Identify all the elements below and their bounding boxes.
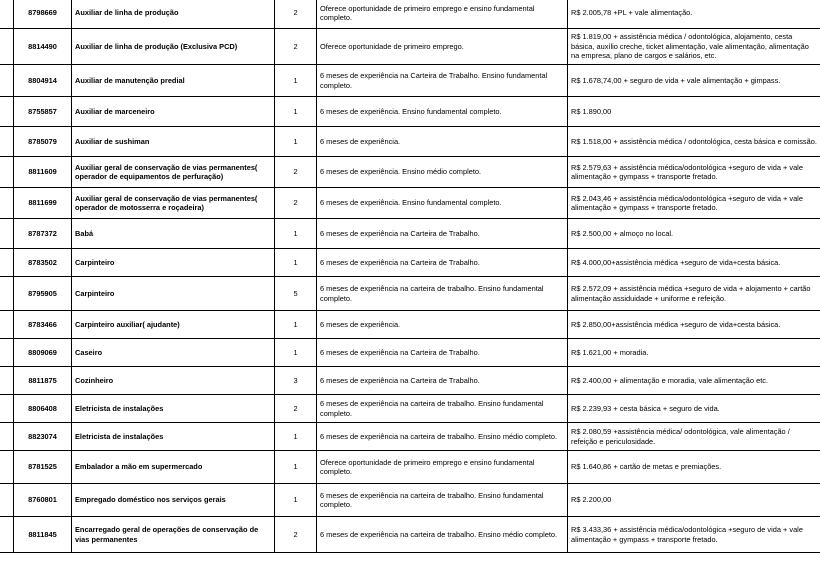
requirements-text: 6 meses de experiência na carteira de trabalho. Ensino fundamental completo. <box>317 484 568 517</box>
row-margin-cell <box>0 29 14 65</box>
requirements-text: 6 meses de experiência na carteira de trabalho. Ensino fundamental completo. <box>317 395 568 423</box>
vacancy-count: 1 <box>275 219 317 249</box>
requirements-text: 6 meses de experiência. <box>317 311 568 339</box>
table-row <box>0 484 820 517</box>
vacancy-code: 8760801 <box>14 484 72 517</box>
salary-benefits-text: R$ 1.890,00 <box>568 97 820 127</box>
vacancy-count: 2 <box>275 0 317 29</box>
vacancy-code: 8811699 <box>14 188 72 219</box>
vacancy-code: 8811609 <box>14 157 72 188</box>
job-title: Embalador a mão em supermercado <box>72 451 275 484</box>
row-margin-cell <box>0 157 14 188</box>
salary-benefits-text: R$ 2.080,59 +assistência médica/ odontológica, vale alimentação / refeição e periculosidade. <box>568 423 820 451</box>
job-title: Encarregado geral de operações de conservação de vias permanentes <box>72 517 275 553</box>
requirements-text: Oferece oportunidade de primeiro emprego e ensino fundamental completo. <box>317 0 568 29</box>
job-title: Carpinteiro auxiliar( ajudante) <box>72 311 275 339</box>
vacancy-count: 1 <box>275 423 317 451</box>
requirements-text: 6 meses de experiência na carteira de trabalho. Ensino médio completo. <box>317 517 568 553</box>
requirements-text: 6 meses de experiência na carteira de trabalho. Ensino fundamental completo. <box>317 277 568 311</box>
vacancy-code: 8811845 <box>14 517 72 553</box>
job-title: Auxiliar geral de conservação de vias permanentes( operador de motosserra e roçadeira) <box>72 188 275 219</box>
salary-benefits-text: R$ 1.819,00 + assistência médica / odontológica, alojamento, cesta básica, auxílio creche, ticket alimentação, vale alimentação, alimentação na empresa, plano de cargos e salários, etc. <box>568 29 820 65</box>
table-row <box>0 127 820 157</box>
table-row <box>0 395 820 423</box>
vacancy-count: 1 <box>275 451 317 484</box>
requirements-text: 6 meses de experiência. Ensino médio completo. <box>317 157 568 188</box>
row-margin-cell <box>0 517 14 553</box>
salary-benefits-text: R$ 4.000,00+assistência médica +seguro de vida+cesta básica. <box>568 249 820 277</box>
vacancy-code: 8823074 <box>14 423 72 451</box>
requirements-text: 6 meses de experiência. Ensino fundamental completo. <box>317 188 568 219</box>
job-title: Auxiliar de marceneiro <box>72 97 275 127</box>
salary-benefits-text: R$ 2.572,09 + assistência médica +seguro de vida + alojamento + cartão alimentação assiduidade + uniforme e refeição. <box>568 277 820 311</box>
vacancy-count: 5 <box>275 277 317 311</box>
vacancy-code: 8785079 <box>14 127 72 157</box>
job-title: Carpinteiro <box>72 249 275 277</box>
job-title: Carpinteiro <box>72 277 275 311</box>
table-row <box>0 451 820 484</box>
table-row <box>0 0 820 29</box>
vacancy-count: 1 <box>275 97 317 127</box>
row-margin-cell <box>0 451 14 484</box>
requirements-text: 6 meses de experiência na Carteira de Trabalho. <box>317 339 568 367</box>
table-row <box>0 339 820 367</box>
job-title: Auxiliar de sushiman <box>72 127 275 157</box>
vacancy-count: 1 <box>275 311 317 339</box>
vacancy-count: 1 <box>275 127 317 157</box>
vacancy-code: 8811875 <box>14 367 72 395</box>
job-title: Auxiliar geral de conservação de vias permanentes( operador de equipamentos de perfuração) <box>72 157 275 188</box>
row-margin-cell <box>0 188 14 219</box>
requirements-text: 6 meses de experiência na Carteira de Trabalho. Ensino fundamental completo. <box>317 65 568 97</box>
row-margin-cell <box>0 395 14 423</box>
salary-benefits-text: R$ 1.678,74,00 + seguro de vida + vale alimentação + gimpass. <box>568 65 820 97</box>
vacancy-code: 8798669 <box>14 0 72 29</box>
salary-benefits-text: R$ 2.400,00 + alimentação e moradia, vale alimentação etc. <box>568 367 820 395</box>
salary-benefits-text: R$ 2.579,63 + assistência médica/odontológica +seguro de vida + vale alimentação + gympass + transporte fretado. <box>568 157 820 188</box>
table-row <box>0 157 820 188</box>
salary-benefits-text: R$ 2.500,00 + almoço no local. <box>568 219 820 249</box>
vacancy-count: 2 <box>275 517 317 553</box>
salary-benefits-text: R$ 3.433,36 + assistência médica/odontológica +seguro de vida + vale alimentação + gympass + transporte fretado. <box>568 517 820 553</box>
vacancy-count: 2 <box>275 29 317 65</box>
vacancy-code: 8809069 <box>14 339 72 367</box>
table-row <box>0 219 820 249</box>
table-row <box>0 277 820 311</box>
job-title: Caseiro <box>72 339 275 367</box>
salary-benefits-text: R$ 1.518,00 + assistência médica / odontológica, cesta básica e comissão. <box>568 127 820 157</box>
table-row <box>0 249 820 277</box>
salary-benefits-text: R$ 1.621,00 + moradia. <box>568 339 820 367</box>
vacancy-count: 2 <box>275 188 317 219</box>
row-margin-cell <box>0 65 14 97</box>
requirements-text: Oferece oportunidade de primeiro emprego. <box>317 29 568 65</box>
table-row <box>0 423 820 451</box>
row-margin-cell <box>0 311 14 339</box>
row-margin-cell <box>0 127 14 157</box>
requirements-text: Oferece oportunidade de primeiro emprego e ensino fundamental completo. <box>317 451 568 484</box>
vacancy-count: 1 <box>275 484 317 517</box>
job-title: Empregado doméstico nos serviços gerais <box>72 484 275 517</box>
job-title: Auxiliar de linha de produção <box>72 0 275 29</box>
job-title: Cozinheiro <box>72 367 275 395</box>
row-margin-cell <box>0 484 14 517</box>
table-row <box>0 367 820 395</box>
requirements-text: 6 meses de experiência. <box>317 127 568 157</box>
salary-benefits-text: R$ 1.640,86 + cartão de metas e premiações. <box>568 451 820 484</box>
vacancy-code: 8755857 <box>14 97 72 127</box>
row-margin-cell <box>0 277 14 311</box>
vacancy-code: 8795905 <box>14 277 72 311</box>
vacancy-count: 1 <box>275 339 317 367</box>
vacancy-code: 8804914 <box>14 65 72 97</box>
table-row <box>0 29 820 65</box>
job-title: Auxiliar de manutenção predial <box>72 65 275 97</box>
table-row <box>0 188 820 219</box>
vacancy-code: 8814490 <box>14 29 72 65</box>
vacancy-count: 1 <box>275 249 317 277</box>
row-margin-cell <box>0 339 14 367</box>
vacancy-count: 3 <box>275 367 317 395</box>
vacancy-count: 2 <box>275 395 317 423</box>
vacancy-count: 2 <box>275 157 317 188</box>
vacancy-code: 8781525 <box>14 451 72 484</box>
salary-benefits-text: R$ 2.850,00+assistência médica +seguro de vida+cesta básica. <box>568 311 820 339</box>
vacancy-count: 1 <box>275 65 317 97</box>
table-row <box>0 311 820 339</box>
requirements-text: 6 meses de experiência na Carteira de Trabalho. <box>317 219 568 249</box>
row-margin-cell <box>0 97 14 127</box>
salary-benefits-text: R$ 2.043,46 + assistência médica/odontológica +seguro de vida + vale alimentação + gympass + transporte fretado. <box>568 188 820 219</box>
requirements-text: 6 meses de experiência na carteira de trabalho. Ensino médio completo. <box>317 423 568 451</box>
table-row <box>0 97 820 127</box>
row-margin-cell <box>0 423 14 451</box>
row-margin-cell <box>0 219 14 249</box>
row-margin-cell <box>0 367 14 395</box>
job-title: Eletricista de instalações <box>72 395 275 423</box>
row-margin-cell <box>0 249 14 277</box>
vacancy-code: 8783466 <box>14 311 72 339</box>
salary-benefits-text: R$ 2.200,00 <box>568 484 820 517</box>
job-title: Babá <box>72 219 275 249</box>
job-title: Eletricista de instalações <box>72 423 275 451</box>
requirements-text: 6 meses de experiência na Carteira de Trabalho. <box>317 367 568 395</box>
salary-benefits-text: R$ 2.005,78 +PL + vale alimentação. <box>568 0 820 29</box>
requirements-text: 6 meses de experiência. Ensino fundamental completo. <box>317 97 568 127</box>
requirements-text: 6 meses de experiência na Carteira de Trabalho. <box>317 249 568 277</box>
vacancy-code: 8783502 <box>14 249 72 277</box>
row-margin-cell <box>0 0 14 29</box>
vacancy-code: 8787372 <box>14 219 72 249</box>
table-row <box>0 65 820 97</box>
salary-benefits-text: R$ 2.239,93 + cesta básica + seguro de vida. <box>568 395 820 423</box>
job-title: Auxiliar de linha de produção (Exclusiva PCD) <box>72 29 275 65</box>
vacancy-code: 8806408 <box>14 395 72 423</box>
table-row <box>0 517 820 553</box>
